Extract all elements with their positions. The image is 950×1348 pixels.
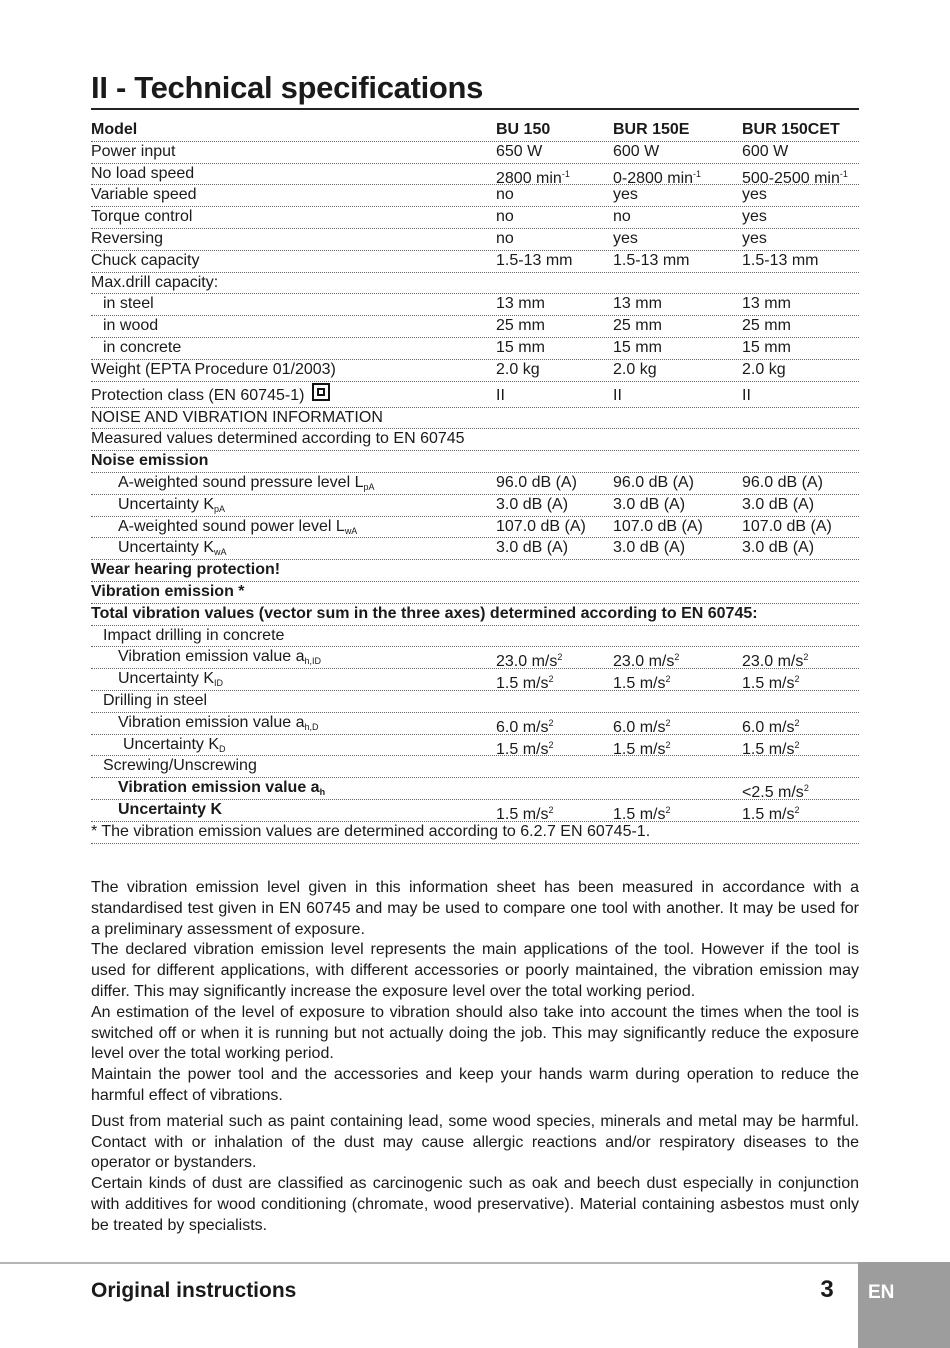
spec-label: Max.drill capacity: <box>91 273 219 291</box>
spec-label: A-weighted sound power level $L_{wA}$ <box>118 517 358 536</box>
spec-value: 96.0 dB (A) <box>742 473 823 491</box>
spec-row-no-load-speed <box>91 164 859 186</box>
spec-value: 3.0 dB (A) <box>496 539 569 557</box>
spec-label: Drilling in steel <box>103 691 208 709</box>
spec-value: no <box>496 186 514 204</box>
spec-label: Torque control <box>91 208 193 226</box>
spec-row-lpa <box>91 473 859 495</box>
spec-row-in-wood <box>91 316 859 338</box>
spec-row-measured <box>91 429 859 451</box>
spec-col-bur150cet: BUR 150CET <box>742 121 840 138</box>
spec-value: 600 W <box>742 142 789 160</box>
spec-value: II <box>496 386 505 404</box>
page-title: II - Technical specifications <box>91 70 859 110</box>
spec-label: Screwing/Unscrewing <box>103 757 257 775</box>
spec-value: no <box>613 208 631 226</box>
spec-row-drilling-steel <box>91 691 859 713</box>
spec-value: II <box>742 386 751 404</box>
spec-value: 1.5 $m/s^2$ <box>496 739 554 758</box>
spec-value: 25 mm <box>496 317 545 335</box>
paragraph: Maintain the power tool and the accessories and keep your hands warm during operation to reduce the harmful effect of vibrations. <box>91 1066 859 1104</box>
spec-label: Vibration emission value $a_{h,D}$ <box>118 713 319 732</box>
footnote: * The vibration emission values are determined according to 6.2.7 EN 60745-1. <box>91 822 651 840</box>
spec-table <box>91 120 859 844</box>
spec-value: 1.5 $m/s^2$ <box>496 674 554 693</box>
spec-value: 1.5-13 mm <box>496 251 573 269</box>
spec-label: Weight (EPTA Procedure 01/2003) <box>91 360 336 378</box>
spec-row-in-concrete <box>91 338 859 360</box>
spec-value: 1.5 $m/s^2$ <box>613 674 671 693</box>
spec-value: 15 mm <box>742 338 791 356</box>
spec-row-ah <box>91 778 859 800</box>
spec-label: Vibration emission value $a_h$ <box>118 779 326 798</box>
spec-value: yes <box>742 229 767 247</box>
section-heading: Noise emission <box>91 452 209 470</box>
language-tab <box>858 1262 950 1348</box>
spec-value: 2.0 kg <box>613 360 657 378</box>
warning-text: Wear hearing protection! <box>91 561 281 579</box>
spec-value: 2.0 kg <box>496 360 540 378</box>
spec-label: in steel <box>103 295 154 313</box>
spec-row-noise-emission <box>91 451 859 473</box>
spec-row-k <box>91 800 859 822</box>
spec-label: in wood <box>103 317 159 335</box>
spec-value: 107.0 dB (A) <box>496 517 586 535</box>
spec-label: in concrete <box>103 338 182 356</box>
spec-value: 1.5 $m/s^2$ <box>742 674 800 693</box>
spec-value: 1.5 $m/s^2$ <box>613 804 671 823</box>
spec-label: Model <box>91 121 138 138</box>
spec-label: Measured values determined according to EN 60745 <box>91 430 465 448</box>
spec-row-total-vibration <box>91 604 859 626</box>
spec-row-max-drill <box>91 273 859 295</box>
spec-value: 13 mm <box>742 295 791 313</box>
spec-label: A-weighted sound pressure level $L_{pA}$ <box>118 473 375 492</box>
spec-value: 1.5-13 mm <box>613 251 690 269</box>
body-text <box>91 878 859 1237</box>
spec-value: 3.0 dB (A) <box>742 495 815 513</box>
spec-row-wear-hearing <box>91 560 859 582</box>
spec-label: Variable speed <box>91 186 197 204</box>
spec-label: Uncertainty K <box>118 800 223 818</box>
spec-col-bu150: BU 150 <box>496 121 551 138</box>
spec-label: Chuck capacity <box>91 251 200 269</box>
spec-row-kid <box>91 669 859 691</box>
spec-value: 3.0 dB (A) <box>496 495 569 513</box>
spec-row-lwa <box>91 517 859 539</box>
spec-value: 6.0 $m/s^2$ <box>613 717 671 736</box>
paragraph: An estimation of the level of exposure to vibration should also take into account the times when the tool is switched off or when it is running but not actually doing the job. This may significantly reduce the exposure level over the total working period. <box>91 1003 859 1063</box>
footer-divider <box>0 1262 858 1264</box>
language-tab-label: EN <box>868 1282 895 1303</box>
spec-value: 1.5-13 mm <box>742 251 819 269</box>
spec-row-torque-control <box>91 207 859 229</box>
spec-label: Impact drilling in concrete <box>103 626 285 644</box>
spec-value: 23.0 $m/s^2$ <box>496 652 563 671</box>
spec-label: Uncertainty $K_{pA}$ <box>118 495 226 514</box>
spec-value: 6.0 $m/s^2$ <box>742 717 800 736</box>
spec-value: yes <box>613 186 638 204</box>
paragraph: The vibration emission level given in this information sheet has been measured in accordance with a standardised test given in EN 60745 and may be used to compare one tool with another. It may be used for a preliminary assessment of exposure. <box>91 879 859 938</box>
spec-value: 2800 $\min^{-1}$ <box>496 168 570 187</box>
spec-value: 15 mm <box>496 338 545 356</box>
spec-label: Uncertainty $K_D$ <box>123 735 226 754</box>
spec-value: 0-2800 $\min^{-1}$ <box>613 168 702 187</box>
spec-header-row <box>91 120 859 142</box>
spec-value: 13 mm <box>613 295 662 313</box>
spec-value: 13 mm <box>496 295 545 313</box>
spec-label: Power input <box>91 142 176 160</box>
spec-value: 3.0 dB (A) <box>742 539 815 557</box>
spec-col-bur150e: BUR 150E <box>613 121 690 138</box>
spec-value: 23.0 $m/s^2$ <box>742 652 809 671</box>
spec-row-ahid <box>91 647 859 669</box>
spec-value: 107.0 dB (A) <box>742 517 832 535</box>
spec-value: 96.0 dB (A) <box>496 473 577 491</box>
spec-row-variable-speed <box>91 185 859 207</box>
spec-row-kpa <box>91 495 859 517</box>
spec-value: 25 mm <box>613 317 662 335</box>
spec-value: <2.5 $m/s^2$ <box>742 783 809 802</box>
spec-value: 1.5 $m/s^2$ <box>496 804 554 823</box>
spec-row-vibration-emission <box>91 582 859 604</box>
spec-row-reversing <box>91 229 859 251</box>
spec-value: 3.0 dB (A) <box>613 539 686 557</box>
spec-row-in-steel <box>91 294 859 316</box>
spec-value: 3.0 dB (A) <box>613 495 686 513</box>
double-insulation-icon <box>312 383 330 401</box>
spec-row-kwa <box>91 538 859 560</box>
spec-row-ahd <box>91 713 859 735</box>
spec-label: Uncertainty $K_{wA}$ <box>118 539 227 558</box>
spec-value: 500-2500 $\min^{-1}$ <box>742 168 848 187</box>
spec-value: 6.0 $m/s^2$ <box>496 717 554 736</box>
spec-row-weight <box>91 360 859 382</box>
paragraph: Dust from material such as paint containing lead, some wood species, minerals and metal may be harmful. Contact with or inhalation of the dust may cause allergic reactions and/or respiratory diseases to the operator or bystanders. <box>91 1112 859 1172</box>
spec-value: II <box>613 386 622 404</box>
spec-row-protection-class <box>91 382 859 408</box>
spec-value: 650 W <box>496 142 543 160</box>
spec-value: yes <box>742 186 767 204</box>
spec-value: 1.5 $m/s^2$ <box>613 739 671 758</box>
spec-value: no <box>496 208 514 226</box>
spec-value: no <box>496 229 514 247</box>
footer-title: Original instructions <box>91 1279 297 1302</box>
spec-value: 15 mm <box>613 338 662 356</box>
spec-row-power-input <box>91 142 859 164</box>
spec-row-kd <box>91 735 859 757</box>
paragraph: Certain kinds of dust are classified as carcinogenic such as oak and beech dust especially in conjunction with additives for wood conditioning (chromate, wood preservative). Material containing asbestos must only be treated by specialists. <box>91 1175 859 1234</box>
spec-value: 107.0 dB (A) <box>613 517 703 535</box>
spec-row-noise-vib-info <box>91 408 859 430</box>
spec-value: yes <box>742 208 767 226</box>
spec-label: Uncertainty $K_{ID}$ <box>118 670 224 689</box>
paragraph: The declared vibration emission level represents the main applications of the tool. However if the tool is used for different applications, with different accessories or poorly maintained, the vibration emission may differ. This may significantly increase the exposure level over the total working period. <box>91 941 859 1000</box>
spec-label: NOISE AND VIBRATION INFORMATION <box>91 408 383 426</box>
spec-row-impact-concrete <box>91 626 859 648</box>
page-number: 3 <box>820 1276 834 1303</box>
spec-value: 23.0 $m/s^2$ <box>613 652 680 671</box>
spec-value: yes <box>613 229 638 247</box>
spec-value: 600 W <box>613 142 660 160</box>
spec-label: Protection class (EN 60745-1) <box>91 382 330 410</box>
spec-label: Reversing <box>91 229 164 247</box>
spec-row-footnote <box>91 822 859 844</box>
spec-value: 1.5 $m/s^2$ <box>742 739 800 758</box>
spec-label: Vibration emission value $a_{h,ID}$ <box>118 648 321 667</box>
spec-row-chuck-capacity <box>91 251 859 273</box>
spec-row-screwing <box>91 756 859 778</box>
spec-label: No load speed <box>91 164 195 182</box>
spec-value: 25 mm <box>742 317 791 335</box>
spec-value: 2.0 kg <box>742 360 786 378</box>
section-heading: Vibration emission * <box>91 582 245 600</box>
spec-value: 1.5 $m/s^2$ <box>742 804 800 823</box>
section-heading: Total vibration values (vector sum in the three axes) determined according to EN 60745: <box>91 604 758 622</box>
spec-value: 96.0 dB (A) <box>613 473 694 491</box>
